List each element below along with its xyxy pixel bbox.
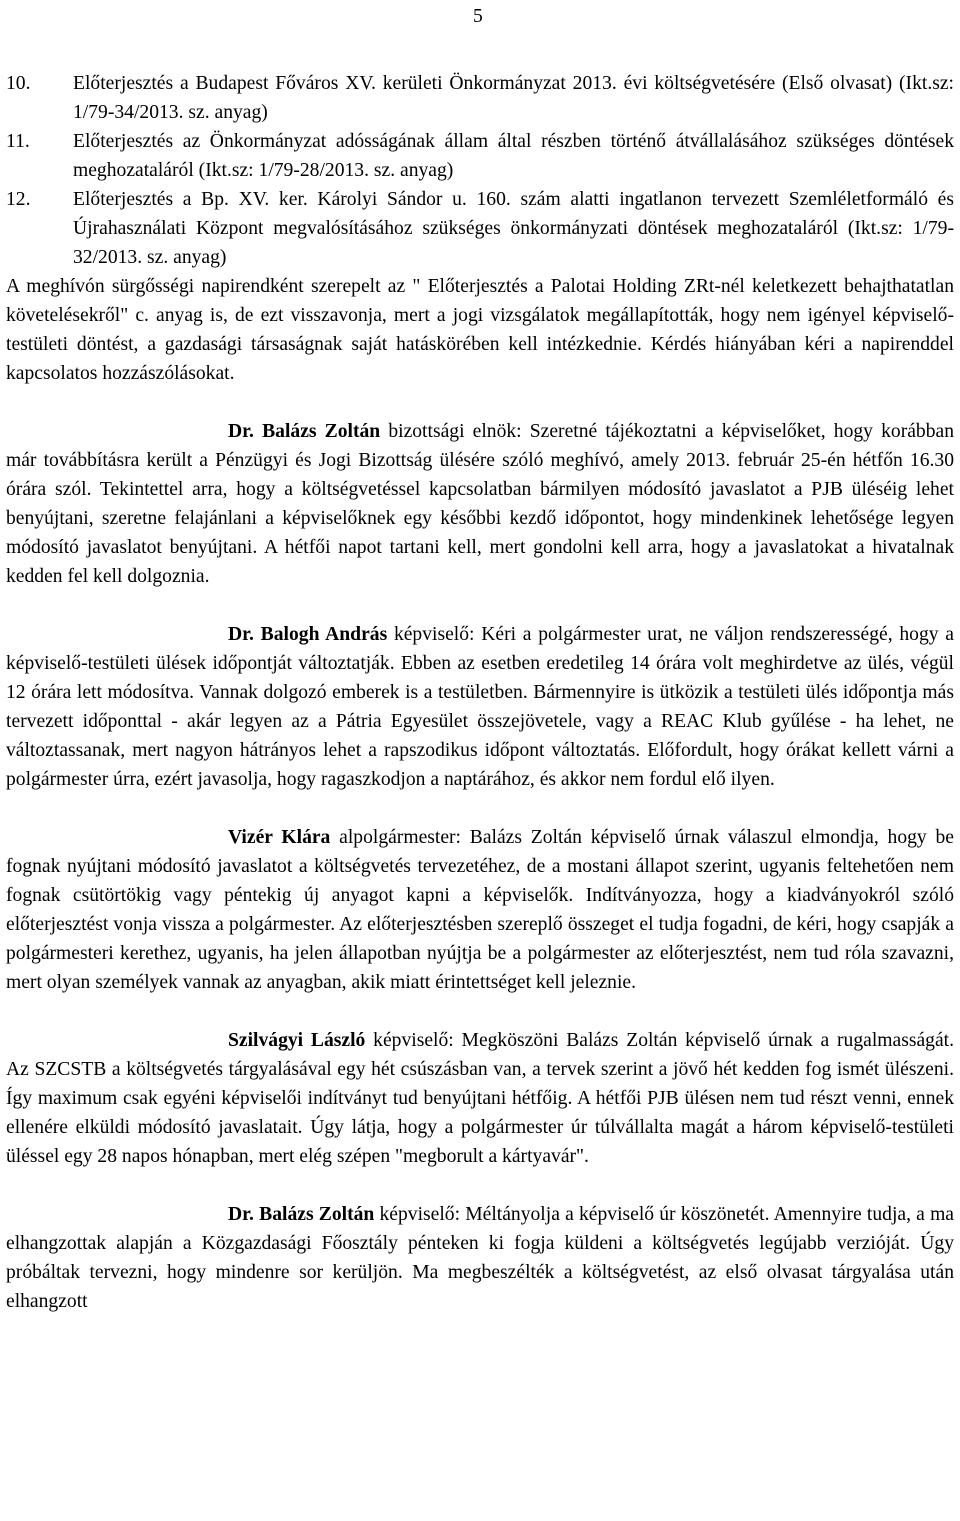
speaker-role: bizottsági elnök:: [380, 421, 530, 442]
agenda-item-number: 10.: [6, 73, 31, 94]
speaker-role: alpolgármester:: [330, 827, 470, 848]
speech-text: Megköszöni Balázs Zoltán képviselő úrnak a rugalmasságát. Az SZCSTB a költségvetés tárgyalásával egy hét csúszásban van, a tervek szerint a jövő hét kedden fog ismét ülészeni. Így maximum csak egyéni képviselői indítványt tud benyújtani hétfőig. A hétfői PJB ülésen nem tud részt venni, ennek ellenére elküldi módosító javaslatait. Úgy látja, hogy a polgármester úr túlvállalta magát a három képviselő-testületi üléssel egy 28 napos hónapban, mert elég szépen "megborult a kártyavár".: [6, 1030, 954, 1167]
agenda-item-number: 12.: [6, 189, 31, 210]
speaker-role: képviselő:: [365, 1030, 462, 1051]
speaker-name: Vizér Klára: [228, 827, 331, 848]
speech-paragraph: [6, 620, 954, 794]
agenda-item: [6, 69, 954, 127]
speech-text: Szeretné tájékoztatni a képviselőket, hogy korábban már továbbításra került a Pénzügyi és Jogi Bizottság ülésére szóló meghívó, amely 2013. február 25-én hétfőn 16.30 órára szól. Tekintettel arra, hogy a költségvetéssel kapcsolatban bármilyen módosító javaslatot a PJB üléséig lehet benyújtani, szeretne felajánlani a képviselőknek egy későbbi kezdő időpontot, hogy mindenkinek lehetősége legyen módosító javaslatot benyújtani. A hétfői napot tartani kell, mert gondolni kell arra, hogy a javaslatokat a hivatalnak kedden fel kell dolgoznia.: [6, 421, 955, 587]
agenda-item: [6, 127, 954, 185]
agenda-item-number: 11.: [6, 131, 30, 152]
speech-text: Balázs Zoltán képviselő úrnak válaszul elmondja, hogy be fognak nyújtani módosító javaslatot a költségvetés tervezetéhez, de a mostani állapot szerint, ugyanis feltehetően nem fognak csütörtökig vagy péntekig új anyagot kapni a képviselők. Indítványozza, hogy a kiadványokról szóló előterjesztést vonja vissza a polgármester. Az előterjesztésben szereplő összeget el tudja fogadni, de kéri, hogy csapják a polgármesteri kerethez, ugyanis, ha jelen állapotban nyújtja be a polgármester az előterjesztést, nem tud róla szavazni, mert olyan személyek vannak az anyagban, akik miatt érintettséget kell jeleznie.: [6, 827, 954, 993]
intro-paragraph: A meghívón sürgősségi napirendként szerepelt az " Előterjesztés a Palotai Holding ZRt-nél keletkezett behajthatatlan követelésekről" c. anyag is, de ezt visszavonja, mert a jogi vizsgálatok megállapították, hogy nem igényel képviselő-testületi döntést, a gazdasági társaságnak saját hatáskörében kell intézkednie. Kérdés hiányában kéri a napirenddel kapcsolatos hozzászólásokat.: [6, 276, 954, 384]
speech-text: Kéri a polgármester urat, ne váljon rendszerességé, hogy a képviselő-testületi ülések időpontját változtatják. Ebben az esetben eredetileg 14 órára volt meghirdetve az ülés, végül 12 órára lett módosítva. Vannak dolgozó emberek is a testületben. Bármennyire is ütközik a testületi ülés időpontja más tervezett időponttal - akár legyen az a Pátria Egyesület összejövetele, vagy a REAC Klub gyűlése - ha lehet, ne változtassanak, mert nagyon hátrányos lehet a rapszodikus időpont változtatás. Előfordult, hogy órákat kellett várni a polgármester úrra, ezért javasolja, hogy ragaszkodjon a naptárához, és akkor nem fordul elő ilyen.: [6, 624, 954, 790]
speaker-role: képviselő:: [374, 1204, 466, 1225]
speech-text: Méltányolja a képviselő úr köszönetét. Amennyire tudja, a ma elhangzottak alapján a Közgazdasági Főosztály pénteken ki fogja küldeni a költségvetés legújabb verzióját. Úgy próbáltak tervezni, hogy mindenre sor kerüljön. Ma megbeszélték a költségvetést, az első olvasat tárgyalása után elhangzott: [6, 1204, 954, 1312]
speech-paragraph: [6, 1026, 954, 1171]
speaker-name: Szilvágyi László: [228, 1030, 366, 1051]
document-body: [6, 69, 954, 1316]
speech-paragraph: [6, 1200, 954, 1316]
speaker-name: Dr. Balázs Zoltán: [228, 1204, 375, 1225]
speaker-name: Dr. Balázs Zoltán: [228, 421, 381, 442]
agenda-item-text: Előterjesztés a Budapest Főváros XV. kerületi Önkormányzat 2013. évi költségvetésére (Első olvasat) (Ikt.sz: 1/79-34/2013. sz. anyag): [73, 73, 954, 123]
agenda-item-text: Előterjesztés a Bp. XV. ker. Károlyi Sándor u. 160. szám alatti ingatlanon tervezett Szemléletformáló és Újrahasználati Központ megvalósításához szükséges önkormányzati döntések meghozataláról (Ikt.sz: 1/79-32/2013. sz. anyag): [73, 189, 954, 268]
page-number: 5: [473, 6, 483, 27]
speech-paragraph: [6, 417, 954, 591]
speech-paragraph: [6, 823, 954, 997]
agenda-item: [6, 185, 954, 272]
speaker-role: képviselő:: [387, 624, 482, 645]
agenda-item-text: Előterjesztés az Önkormányzat adósságának állam által részben történő átvállalásához szükséges döntések meghozataláról (Ikt.sz: 1/79-28/2013. sz. anyag): [73, 131, 954, 181]
speaker-name: Dr. Balogh András: [228, 624, 388, 645]
